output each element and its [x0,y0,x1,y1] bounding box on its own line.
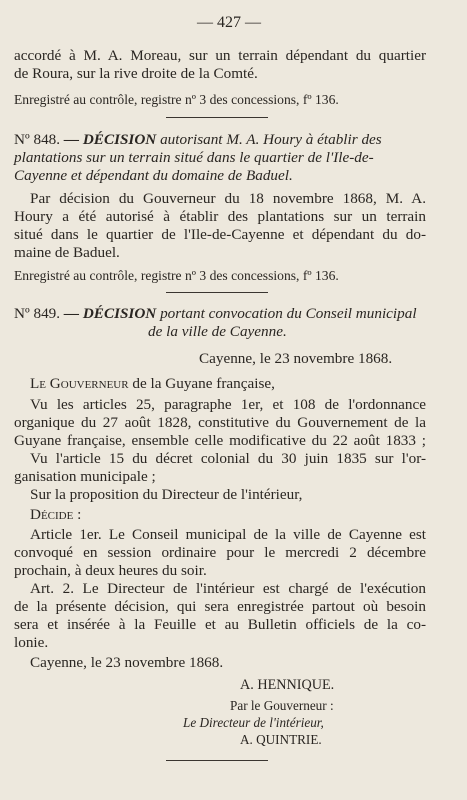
decision-848-heading [14,131,382,149]
article-line: convoqué en session ordinaire pour le mercredi 2 décembre [14,544,426,561]
signature-name: A. HENNIQUE. [240,677,335,693]
dateline: Cayenne, le 23 novembre 1868. [199,350,393,367]
article-line: de la présente décision, qui sera enregistrée partout où besoin [14,598,426,615]
preamble-line: organique du 27 août 1828, constitutive du Gouvernement de la [14,414,426,431]
preamble-line: Vu les articles 25, paragraphe 1er, et 108 de l'ordonnance [30,396,426,413]
decision-label: — DÉCISION [60,305,161,322]
page-number: — 427 — [197,14,261,31]
article-line: prochain, à deux heures du soir. [14,562,207,579]
preamble-line: Guyane française, ensemble celle modificative du 22 août 1833 ; [14,432,426,449]
governor-line [30,375,275,393]
decision-title: autorisant M. A. Houry à établir des [160,131,382,148]
section-divider [166,117,268,118]
decision-body-line: maine de Baduel. [14,244,120,261]
preamble-line: Sur la proposition du Directeur de l'intérieur, [30,486,303,503]
governor-rest: de la Guyane française, [128,375,275,392]
closing-date: Cayenne, le 23 novembre 1868. [30,654,224,671]
signature-name: A. QUINTRIE. [240,732,322,747]
preamble-line: Vu l'article 15 du décret colonial du 30 juin 1835 sur l'or- [30,450,426,467]
decide-label: Décide : [30,506,82,523]
decision-number: Nº 849. [14,305,61,322]
signature-par: Par le Gouverneur : [230,698,334,713]
decision-title-line: de la ville de Cayenne. [148,323,287,340]
article-line: Art. 2. Le Directeur de l'intérieur est chargé de l'exécution [30,580,426,597]
governor-title: Le Gouverneur [30,375,129,392]
decision-849-heading [14,305,417,323]
decision-body-line: Houry a été autorisé à établir des plantations sur un terrain [14,208,426,225]
decision-title-line: plantations sur un terrain situé dans le quartier de l'Ile-de- [14,149,374,166]
signature-role: Le Directeur de l'intérieur, [183,715,324,730]
continuation-line: de Roura, sur la rive droite de la Comté. [14,65,258,82]
registration-note: Enregistré au contrôle, registre nº 3 des concessions, fº 136. [14,92,339,107]
article-line: lonie. [14,634,49,651]
article-line: Article 1er. Le Conseil municipal de la ville de Cayenne est [30,526,426,543]
decision-title-line: Cayenne et dépendant du domaine de Baduel. [14,167,293,184]
continuation-line: accordé à M. A. Moreau, sur un terrain dépendant du quartier [14,47,426,64]
registration-note: Enregistré au contrôle, registre nº 3 des concessions, fº 136. [14,268,339,283]
section-divider [166,292,268,293]
decision-number: Nº 848. [14,131,61,148]
decision-label: — DÉCISION [60,131,161,148]
article-line: sera et insérée à la Feuille et au Bulletin officiels de la co- [14,616,426,633]
decision-body-line: Par décision du Gouverneur du 18 novembre 1868, M. A. [30,190,426,207]
preamble-line: ganisation municipale ; [14,468,156,485]
decision-title: portant convocation du Conseil municipal [160,305,417,322]
section-divider [166,760,268,761]
decision-body-line: situé dans le quartier de l'Ile-de-Cayenne et dépendant du do- [14,226,426,243]
